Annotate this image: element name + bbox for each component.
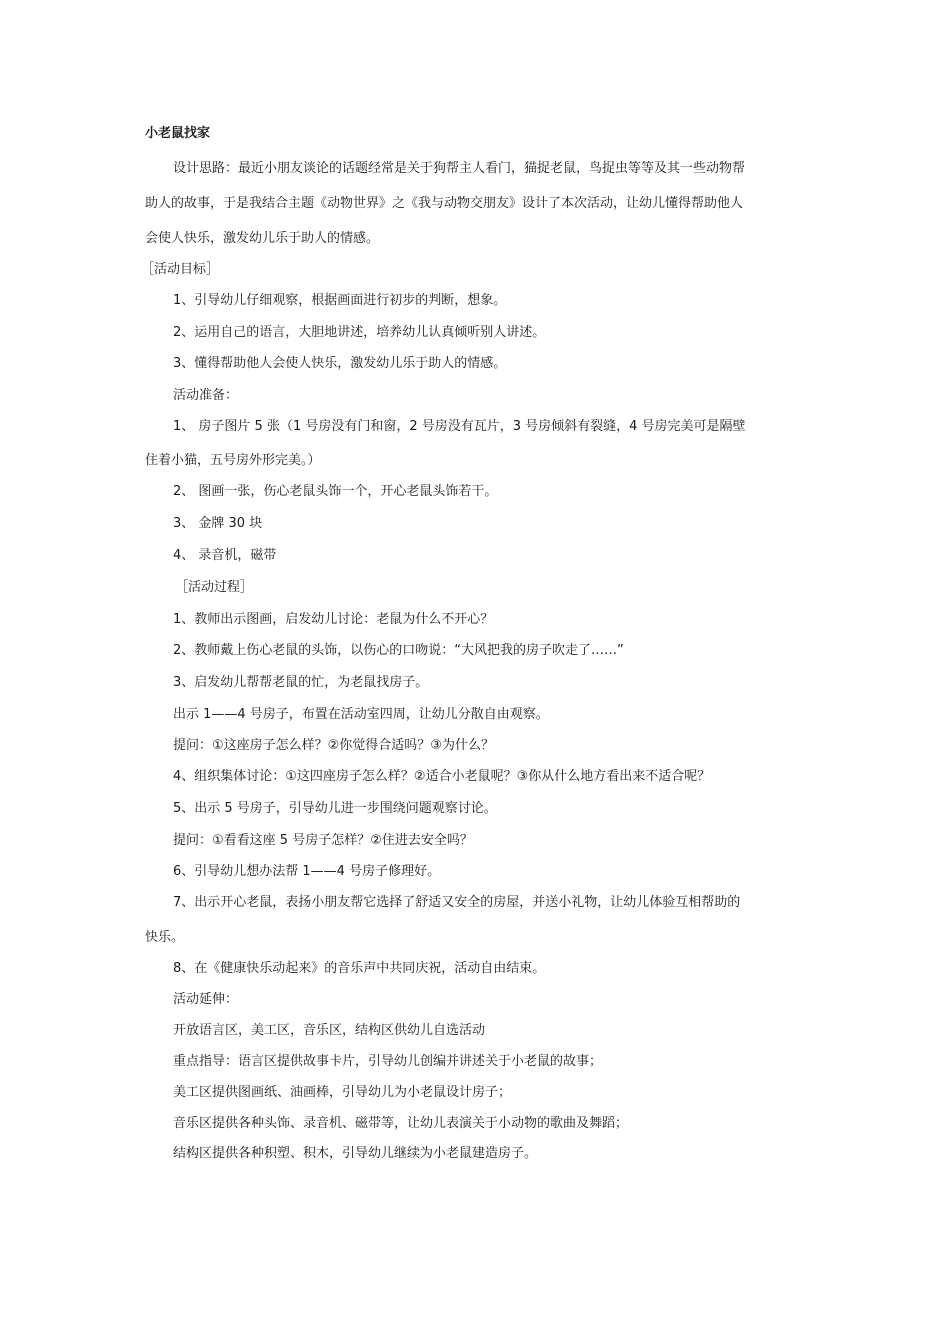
process-step-2: 2、教师戴上伤心老鼠的头饰，以伤心的口吻说：“大风把我的房子吹走了……” xyxy=(173,643,624,658)
extension-line: 美工区提供图画纸、油画棒，引导幼儿为小老鼠设计房子； xyxy=(173,1085,512,1100)
process-heading: ［活动过程］ xyxy=(175,580,254,595)
prep-item-1-line-1: 1、 房子图片 5 张（1 号房没有门和窗，2 号房没有瓦片，3 号房倾斜有裂缝，4 号房完美可是隔壁 xyxy=(173,419,746,434)
prep-item-2: 2、 图画一张，伤心老鼠头饰一个，开心老鼠头饰若干。 xyxy=(173,484,498,499)
process-step-7-line-2: 快乐。 xyxy=(145,930,185,945)
process-step-1: 1、教师出示图画，启发幼儿讨论：老鼠为什么不开心？ xyxy=(173,612,494,627)
prep-item-1-line-2: 住着小猫，五号房外形完美。） xyxy=(145,453,321,468)
prep-heading: 活动准备： xyxy=(173,388,239,403)
prep-item-3: 3、 金牌 30 块 xyxy=(173,516,263,531)
process-step-4: 4、组织集体讨论：①这四座房子怎么样？②适合小老鼠呢？③你从什么地方看出来不适合呢？ xyxy=(173,769,711,784)
process-step-5-question: 提问：①看看这座 5 号房子怎样？②住进去安全吗？ xyxy=(173,833,473,848)
process-step-5: 5、出示 5 号房子，引导幼儿进一步围绕问题观察讨论。 xyxy=(173,801,497,816)
extension-line: 重点指导：语言区提供故事卡片，引导幼儿创编并讲述关于小老鼠的故事； xyxy=(173,1054,603,1069)
document-title: 小老鼠找家 xyxy=(145,126,211,141)
process-step-8: 8、在《健康快乐动起来》的音乐声中共同庆祝，活动自由结束。 xyxy=(173,961,546,976)
process-step-3: 3、启发幼儿帮帮老鼠的忙，为老鼠找房子。 xyxy=(173,675,429,690)
goals-heading: ［活动目标］ xyxy=(141,262,220,277)
process-step-3-detail: 出示 1——4 号房子，布置在活动室四周，让幼儿分散自由观察。 xyxy=(173,707,549,722)
design-line-3: 会使人快乐，激发幼儿乐于助人的情感。 xyxy=(145,231,380,246)
prep-item-4: 4、 录音机，磁带 xyxy=(173,548,277,563)
design-line-1: 设计思路：最近小朋友谈论的话题经常是关于狗帮主人看门，猫捉老鼠，鸟捉虫等等及其一些动物帮 xyxy=(173,161,746,176)
goal-item: 1、引导幼儿仔细观察，根据画面进行初步的判断，想象。 xyxy=(173,293,507,308)
process-step-7-line-1: 7、出示开心老鼠，表扬小朋友帮它选择了舒适又安全的房屋，并送小礼物，让幼儿体验互相帮助的 xyxy=(173,895,741,910)
extension-line: 结构区提供各种积塑、积木，引导幼儿继续为小老鼠建造房子。 xyxy=(173,1146,538,1161)
process-step-3-question: 提问：①这座房子怎么样？②你觉得合适吗？③为什么？ xyxy=(173,738,494,753)
goal-item: 2、运用自己的语言，大胆地讲述，培养幼儿认真倾听别人讲述。 xyxy=(173,325,546,340)
goal-item: 3、懂得帮助他人会使人快乐，激发幼儿乐于助人的情感。 xyxy=(173,356,507,371)
extension-heading: 活动延伸： xyxy=(173,992,239,1007)
design-line-2: 助人的故事，于是我结合主题《动物世界》之《我与动物交朋友》设计了本次活动，让幼儿懂得帮助他人 xyxy=(145,196,744,211)
extension-line: 音乐区提供各种头饰、录音机、磁带等，让幼儿表演关于小动物的歌曲及舞蹈； xyxy=(173,1116,629,1131)
process-step-6: 6、引导幼儿想办法帮 1——4 号房子修理好。 xyxy=(173,864,441,879)
extension-line: 开放语言区，美工区，音乐区，结构区供幼儿自选活动 xyxy=(173,1023,486,1038)
